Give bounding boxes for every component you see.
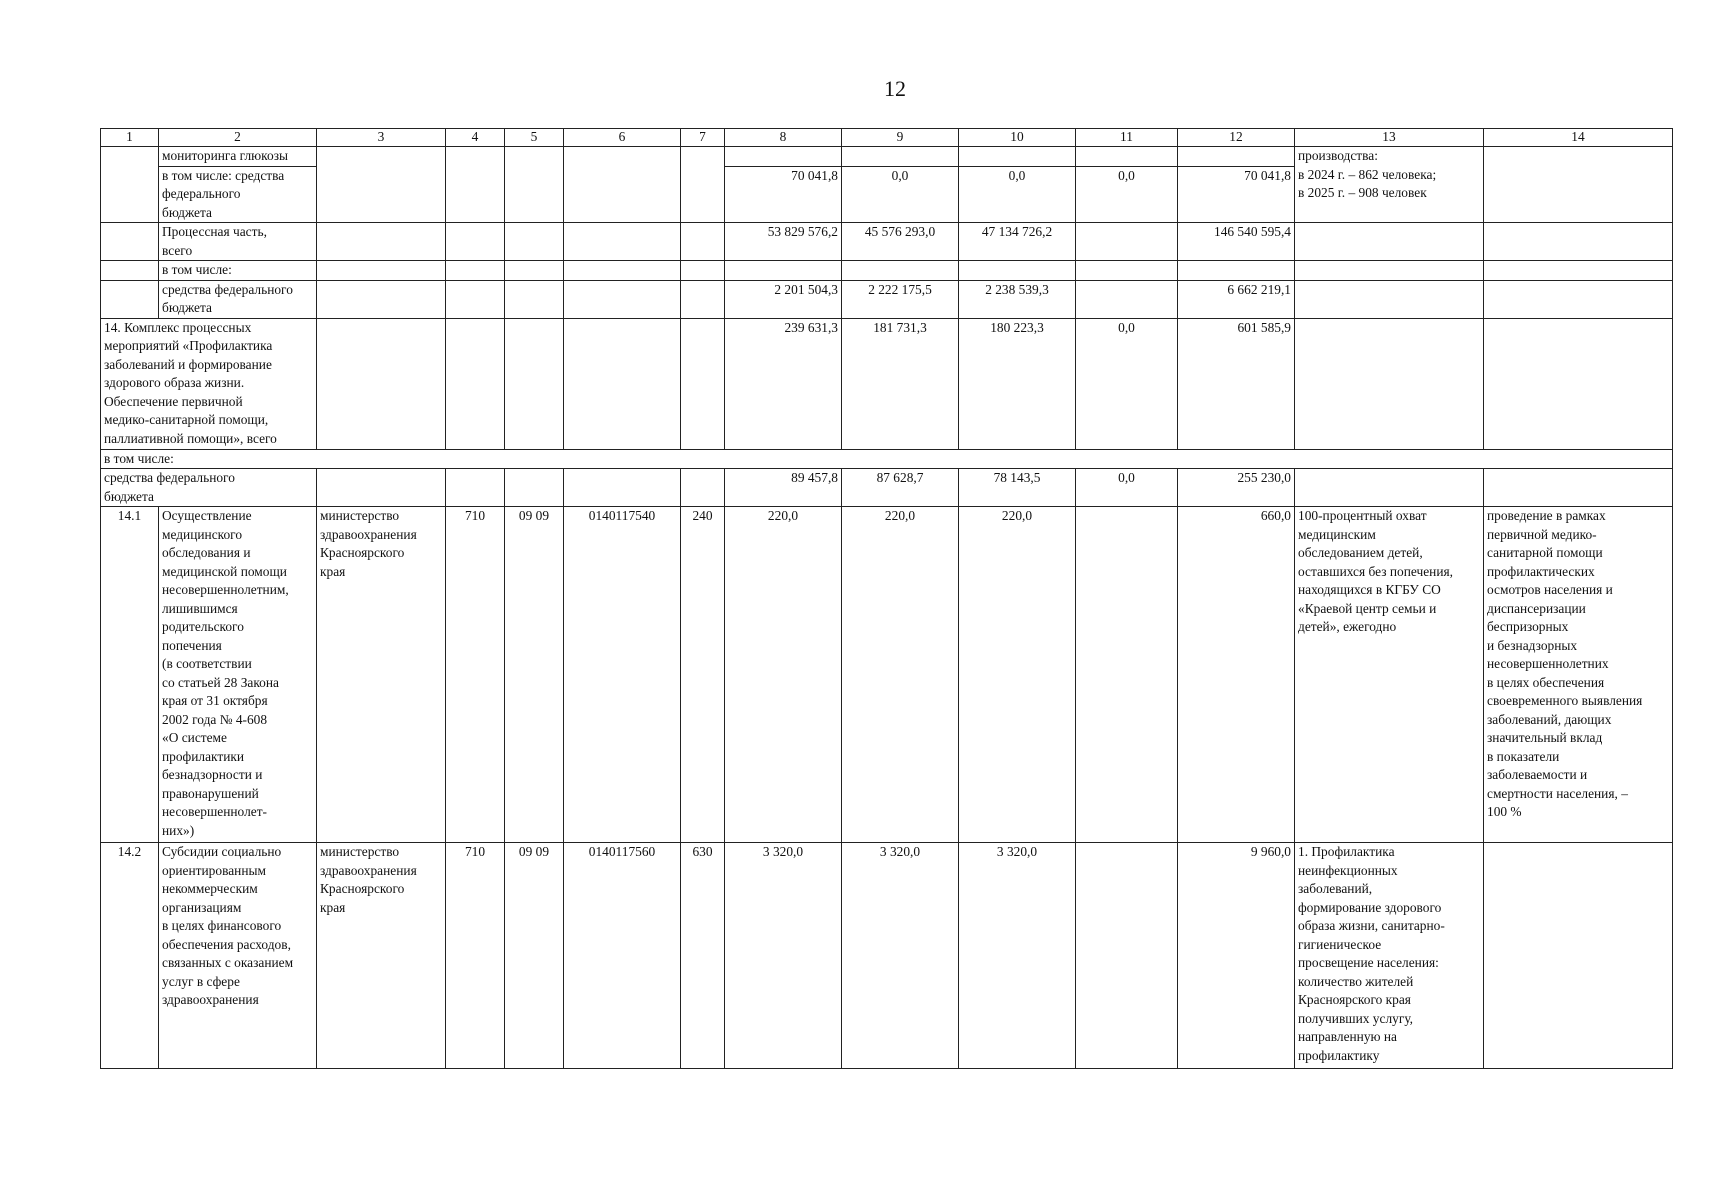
responsible-executor: министерство здравоохранения Красноярского края: [320, 844, 417, 915]
column-number: 2: [159, 129, 317, 147]
row-label: Процессная часть, всего: [162, 224, 267, 258]
value-cell: 180 223,3: [959, 318, 1076, 449]
column-number: 6: [564, 129, 681, 147]
value-cell: 601 585,9: [1178, 318, 1295, 449]
value-cell: 2 201 504,3: [725, 280, 842, 318]
code-cell: 240: [681, 507, 725, 843]
budget-table: [100, 128, 1673, 1069]
row-label: средства федерального бюджета: [104, 470, 235, 504]
column-number: 1: [101, 129, 159, 147]
code-cell: 710: [446, 507, 505, 843]
value-cell: 255 230,0: [1178, 469, 1295, 507]
value-cell: 70 041,8: [725, 166, 842, 223]
code-cell: 710: [446, 843, 505, 1069]
table-row: [101, 261, 1673, 281]
column-number: 10: [959, 129, 1076, 147]
value-cell: 3 320,0: [842, 843, 959, 1069]
page-number: 12: [884, 76, 906, 101]
item-name: Субсидии социально ориентированным некоммерческим организациям в целях финансового обеспечения расходов, связанных с оказанием услуг в сфере здравоохранения: [162, 844, 294, 1007]
table-row: [101, 147, 1673, 167]
value-cell: 6 662 219,1: [1178, 280, 1295, 318]
item-number: 14.1: [101, 507, 159, 843]
column-number: 9: [842, 129, 959, 147]
column-number: 8: [725, 129, 842, 147]
value-cell: 0,0: [1076, 318, 1178, 449]
row-label: в том числе:: [162, 262, 232, 277]
result-text: производства: в 2024 г. – 862 человека; в 2025 г. – 908 человек: [1298, 148, 1437, 200]
table-row: [101, 449, 1673, 469]
column-number: 7: [681, 129, 725, 147]
column-number: 11: [1076, 129, 1178, 147]
column-number: 12: [1178, 129, 1295, 147]
value-cell: 2 238 539,3: [959, 280, 1076, 318]
table-row: [101, 843, 1673, 1069]
responsible-executor: министерство здравоохранения Красноярского края: [320, 508, 417, 579]
value-cell: 220,0: [959, 507, 1076, 843]
result-text: 1. Профилактика неинфекционных заболеваний, формирование здорового образа жизни, санитарно- гигиеническое просвещение населения: количество жителей Красноярского края получивших услугу, направленную на профилактику: [1298, 844, 1445, 1063]
row-label: в том числе:: [104, 450, 174, 466]
item-name: Осуществление медицинского обследования и медицинской помощи несовершеннолетним, лишившимся родительского попечения (в соответствии со статьей 28 Закона края от 31 октября 2002 года № 4-608 «О системе профилактики безнадзорности и правонарушений несовершеннолет- них»): [162, 508, 289, 838]
value-cell: 3 320,0: [959, 843, 1076, 1069]
value-cell: 89 457,8: [725, 469, 842, 507]
column-number: 5: [505, 129, 564, 147]
row-label: средства федерального бюджета: [162, 281, 293, 315]
value-cell: 47 134 726,2: [959, 223, 1076, 261]
value-cell: 9 960,0: [1178, 843, 1295, 1069]
value-cell: 70 041,8: [1178, 166, 1295, 223]
code-cell: 0140117560: [564, 843, 681, 1069]
column-number: 4: [446, 129, 505, 147]
value-cell: 87 628,7: [842, 469, 959, 507]
value-cell: 181 731,3: [842, 318, 959, 449]
table-row: [101, 280, 1673, 318]
column-number: 3: [317, 129, 446, 147]
result-text: 100-процентный охват медицинским обследованием детей, оставшихся без попечения, находящихся в КГБУ СО «Краевой центр семьи и детей», ежегодно: [1298, 508, 1454, 634]
row-label: мониторинга глюкозы: [162, 148, 288, 163]
value-cell: 0,0: [959, 166, 1076, 223]
indicator-text: проведение в рамках первичной медико- санитарной помощи профилактических осмотров населения и диспансеризации беспризорных и безнадзорных несовершеннолетних в целях обеспечения своевременного выявления заболеваний, дающих значительный вклад в показатели заболеваемости и смертности населения, – 100 %: [1487, 508, 1643, 819]
value-cell: 0,0: [842, 166, 959, 223]
code-cell: 09 09: [505, 507, 564, 843]
value-cell: 0,0: [1076, 469, 1178, 507]
table-row: [101, 507, 1673, 843]
column-number: 14: [1484, 129, 1673, 147]
value-cell: 0,0: [1076, 166, 1178, 223]
column-number: 13: [1295, 129, 1484, 147]
column-header-row: [101, 129, 1673, 147]
code-cell: 09 09: [505, 843, 564, 1069]
table-row: [101, 469, 1673, 507]
value-cell: 53 829 576,2: [725, 223, 842, 261]
item-number: 14.2: [101, 843, 159, 1069]
value-cell: 146 540 595,4: [1178, 223, 1295, 261]
row-label: в том числе: средства федерального бюджета: [162, 167, 285, 220]
code-cell: 630: [681, 843, 725, 1069]
value-cell: 239 631,3: [725, 318, 842, 449]
table-row: [101, 318, 1673, 449]
code-cell: 0140117540: [564, 507, 681, 843]
value-cell: 2 222 175,5: [842, 280, 959, 318]
value-cell: 3 320,0: [725, 843, 842, 1069]
value-cell: 220,0: [842, 507, 959, 843]
value-cell: 45 576 293,0: [842, 223, 959, 261]
value-cell: 660,0: [1178, 507, 1295, 843]
value-cell: 78 143,5: [959, 469, 1076, 507]
table-row: [101, 223, 1673, 261]
row-label: 14. Комплекс процессных мероприятий «Профилактика заболеваний и формирование здорового образа жизни. Обеспечение первичной медико-санитарной помощи, паллиативной помощи», всего: [104, 319, 277, 446]
value-cell: 220,0: [725, 507, 842, 843]
